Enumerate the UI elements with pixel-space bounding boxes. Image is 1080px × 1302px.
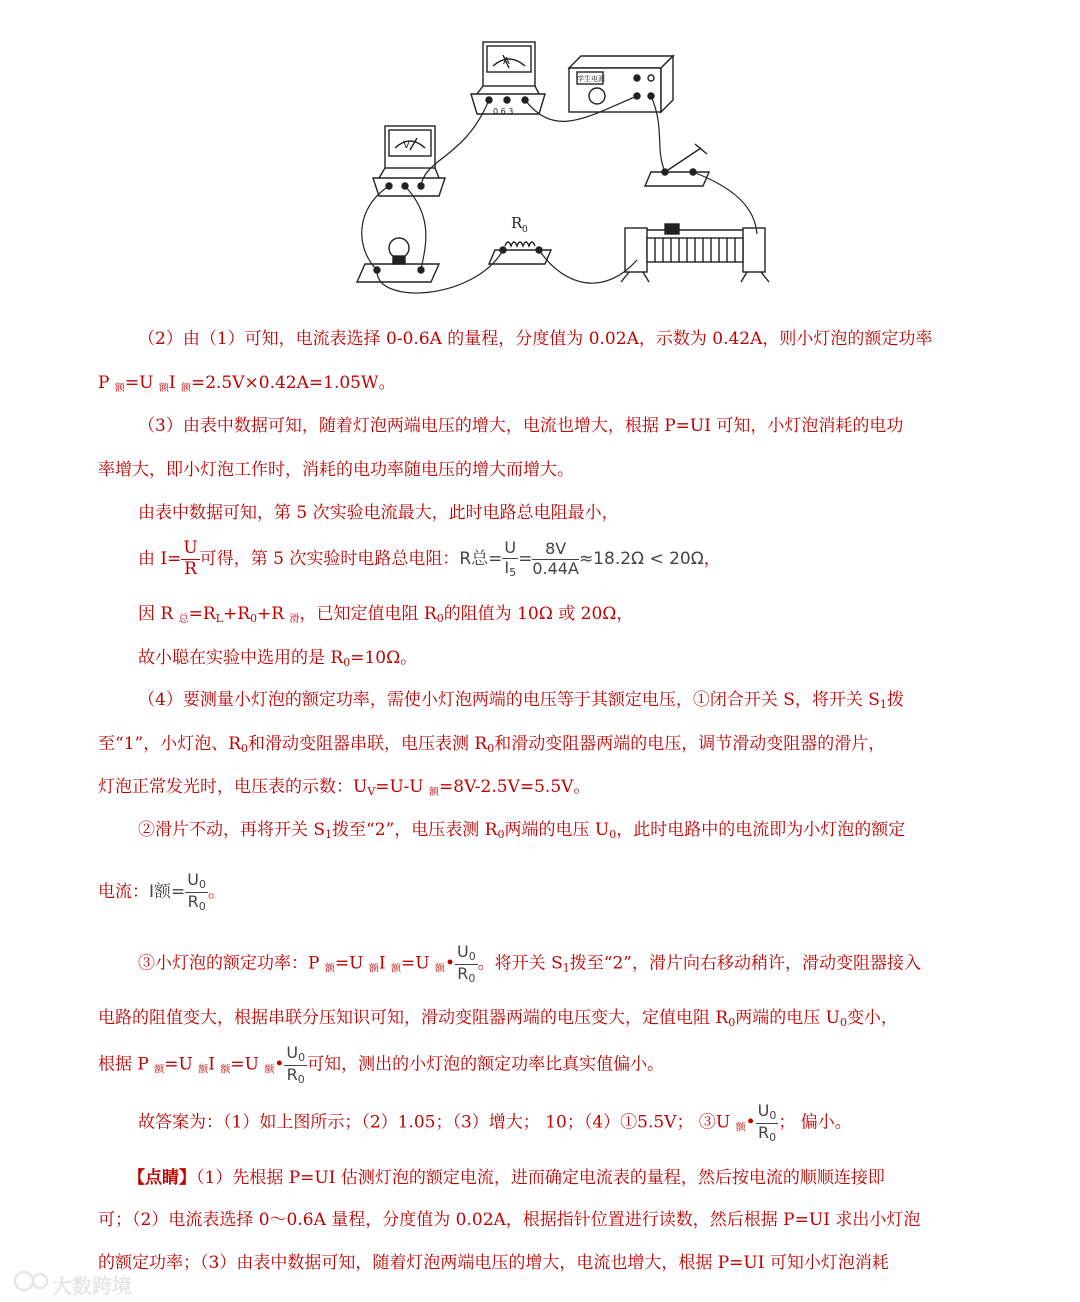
resistor-sub: 0 xyxy=(522,225,528,235)
text-fragment: 两端的电压 U xyxy=(735,1008,840,1028)
resistor-label: R xyxy=(511,214,523,232)
power-label: 学生电源 xyxy=(577,75,605,83)
fraction-u0-over-r0 xyxy=(185,872,208,912)
switch xyxy=(645,144,709,186)
text-fragment: +R xyxy=(222,604,251,624)
text-fragment: =U xyxy=(400,953,435,974)
subscript: 5 xyxy=(509,565,517,579)
text-fragment: =U xyxy=(164,1054,199,1075)
text-fragment: I xyxy=(504,557,510,577)
subscript: 0 xyxy=(343,656,351,669)
text-fragment: 因 R xyxy=(138,604,179,624)
subscript: 0 xyxy=(728,1016,736,1029)
line-12 xyxy=(138,822,905,840)
subscript: 0 xyxy=(241,742,248,755)
text-fragment: I xyxy=(378,953,391,974)
subscript: V xyxy=(367,785,376,798)
text-fragment: 可知，测出的小灯泡的额定功率比真实值偏小。 xyxy=(307,1054,665,1075)
subscript: 1 xyxy=(325,828,333,841)
fraction-u0-over-r0 xyxy=(756,1103,779,1143)
text-fragment: =R xyxy=(188,604,216,624)
text-fragment: R xyxy=(187,891,199,911)
text-fragment: P xyxy=(98,373,115,393)
text-fragment: 拨 xyxy=(886,690,904,710)
line-16 xyxy=(98,1045,664,1085)
line-5: 由表中数据可知，第 5 次实验电流最大，此时电路总电阻最小， xyxy=(138,503,619,523)
watermark-text: 大数跨境 xyxy=(52,1274,132,1298)
text-fragment: 故答案为：（1）如上图所示；（2）1.05；（3）增大； 10；（4）①5.5V； ③U xyxy=(138,1112,736,1133)
text-fragment: ②滑片不动，再将开关 S xyxy=(138,820,326,840)
numerator: U xyxy=(504,538,517,557)
subscript: 0 xyxy=(298,1051,306,1064)
subscript: 额 xyxy=(429,787,440,798)
subscript: 额 xyxy=(154,1064,165,1076)
text-fragment: 可得，第 5 次实验时电路总电阻： xyxy=(199,549,460,570)
fraction-u0-over-r0 xyxy=(284,1045,307,1085)
denominator xyxy=(284,1066,307,1086)
line-6 xyxy=(138,540,721,579)
text-fragment: I xyxy=(168,373,181,393)
subscript: 0 xyxy=(839,1016,847,1029)
line-11 xyxy=(98,779,590,798)
text-fragment: 和滑动变阻器两端的电压，调节滑动变阻器的滑片， xyxy=(494,734,886,754)
subscript: 0 xyxy=(468,971,476,985)
subscript: 额 xyxy=(158,383,169,394)
text-fragment: =8V-2.5V=5.5V。 xyxy=(439,777,591,797)
text-fragment: ，已知定值电阻 R xyxy=(299,604,437,624)
text-fragment: I额= xyxy=(149,882,186,903)
line-9 xyxy=(138,692,904,710)
fraction-8v-over-044a xyxy=(532,538,579,578)
subscript: 0 xyxy=(487,742,495,755)
text-fragment: 电路的阻值变大，根据串联分压知识可知，滑动变阻器两端的电压变大，定值电阻 R xyxy=(98,1008,729,1028)
fraction-u-over-i5 xyxy=(502,540,518,578)
line-14 xyxy=(138,944,921,984)
text-fragment: ， xyxy=(703,549,721,570)
total-resistance-formula xyxy=(459,538,704,579)
denominator xyxy=(455,965,478,985)
line-18 xyxy=(128,1170,885,1187)
text-fragment: ≈18.2Ω < 20Ω xyxy=(578,549,704,570)
line-3: （3）由表中数据可知，随着灯泡两端电压的增大，电流也增大，根据 P=UI 可知，小灯泡消耗的电功 xyxy=(138,416,904,436)
subscript: 额 xyxy=(735,1122,746,1134)
line-8 xyxy=(138,650,417,668)
subscript: 0 xyxy=(198,899,206,913)
text-fragment: 。将开关 S xyxy=(477,953,563,974)
numerator xyxy=(284,1045,307,1066)
text-fragment: U xyxy=(757,1101,770,1120)
ammeter xyxy=(471,42,545,116)
line-2 xyxy=(98,375,395,394)
text-fragment: 灯泡正常发光时，电压表的示数：U xyxy=(98,777,368,797)
text-fragment: ③小灯泡的额定功率：P xyxy=(138,953,325,974)
subscript: 0 xyxy=(250,612,258,625)
tip-heading: 【点睛】 xyxy=(128,1168,196,1188)
subscript: 额 xyxy=(264,1064,275,1076)
line-10 xyxy=(98,736,885,754)
text-fragment: （1）先根据 P=UI 估测灯泡的额定电流，进而确定电流表的量程，然后按电流的顺顺连接即 xyxy=(196,1168,885,1188)
subscript: 0 xyxy=(769,1109,777,1122)
text-fragment: R总= xyxy=(459,549,503,570)
text-fragment: • xyxy=(745,1112,756,1133)
subscript: 总 xyxy=(178,614,189,625)
numerator xyxy=(756,1103,779,1124)
rheostat xyxy=(621,224,769,282)
denominator xyxy=(185,893,208,913)
text-fragment: 和滑动变阻器串联，电压表测 R xyxy=(248,734,488,754)
text-fragment: 故小聪在实验中选用的是 R xyxy=(138,648,344,668)
text-fragment: =U xyxy=(230,1054,265,1075)
text-fragment: ； 偏小。 xyxy=(778,1112,852,1133)
fraction-u-over-r xyxy=(181,540,199,579)
voltmeter xyxy=(373,126,445,196)
subscript: 1 xyxy=(562,961,570,975)
text-fragment: R xyxy=(286,1064,298,1084)
denominator: R xyxy=(184,559,197,580)
line-7 xyxy=(138,606,633,625)
subscript: L xyxy=(215,612,223,625)
fraction-u0-over-r0 xyxy=(455,944,478,984)
text-fragment: R xyxy=(757,1122,770,1142)
text-fragment: U xyxy=(456,942,469,961)
text-fragment: U xyxy=(286,1043,299,1062)
rated-current-formula xyxy=(149,870,208,913)
subscript: 额 xyxy=(220,1064,231,1076)
numerator: U xyxy=(183,538,198,559)
subscript: 额 xyxy=(198,1064,209,1076)
text-fragment: 的阻值为 10Ω 或 20Ω， xyxy=(443,604,634,624)
text-fragment: 电流： xyxy=(98,882,149,903)
circuit-diagram xyxy=(355,38,775,310)
line-15 xyxy=(98,1010,898,1028)
text-fragment: =10Ω。 xyxy=(350,648,418,668)
ammeter-label: A xyxy=(503,56,510,67)
line-17 xyxy=(138,1103,852,1143)
text-fragment: 变小， xyxy=(846,1008,898,1028)
subscript: 0 xyxy=(497,828,505,841)
line-13 xyxy=(98,872,225,912)
text-fragment: +R xyxy=(257,604,290,624)
subscript: 0 xyxy=(468,950,476,963)
line-1: （2）由（1）可知，电流表选择 0-0.6A 的量程，分度值为 0.02A，示数为 0.42A，则小灯泡的额定功率 xyxy=(138,329,933,349)
subscript: 1 xyxy=(879,698,887,711)
subscript: 额 xyxy=(114,383,125,394)
text-fragment: 至“1”，小灯泡、R xyxy=(98,734,241,754)
numerator xyxy=(185,872,208,893)
subscript: 0 xyxy=(436,612,444,625)
subscript: 额 xyxy=(434,963,445,975)
line-19: 可；（2）电流表选择 0～0.6A 量程，分度值为 0.02A，根据指针位置进行读数，然后根据 P=UI 求出小灯泡 xyxy=(98,1210,921,1230)
text-fragment: ，此时电路中的电流即为小灯泡的额定 xyxy=(616,820,906,840)
ammeter-terminals: 0.6 3 xyxy=(493,107,514,116)
denominator xyxy=(502,559,518,579)
numerator: 8V xyxy=(532,541,579,560)
subscript: 额 xyxy=(368,963,379,975)
text-fragment: =U-U xyxy=(375,777,430,797)
text-fragment: 由 I= xyxy=(138,549,182,570)
subscript: 0 xyxy=(198,878,206,891)
text-fragment: 拨至“2”，电压表测 R xyxy=(332,820,498,840)
subscript: 0 xyxy=(297,1072,305,1086)
text-fragment: = xyxy=(518,549,533,570)
text-fragment: 两端的电压 U xyxy=(504,820,610,840)
subscript: 0 xyxy=(769,1130,777,1144)
text-fragment: • xyxy=(274,1054,285,1075)
voltmeter-label: V xyxy=(403,140,410,151)
text-fragment: U xyxy=(187,870,199,889)
subscript: 额 xyxy=(324,963,335,975)
text-fragment: =2.5V×0.42A=1.05W。 xyxy=(190,373,396,393)
text-fragment: R xyxy=(457,963,469,983)
text-fragment: 拨至“2”，滑片向右移动稍许，滑动变阻器接入 xyxy=(569,953,921,974)
subscript: 额 xyxy=(180,383,191,394)
text-fragment: =U xyxy=(334,953,369,974)
line-20: 的额定功率；（3）由表中数据可知，随着灯泡两端电压的增大，电流也增大，根据 P=UI 可知小灯泡消耗 xyxy=(98,1253,889,1273)
numerator xyxy=(455,944,478,965)
text-fragment: =U xyxy=(124,373,159,393)
text-fragment: • xyxy=(444,953,455,974)
line-4: 率增大，即小灯泡工作时，消耗的电功率随电压的增大而增大。 xyxy=(98,460,574,480)
subscript: 滑 xyxy=(289,614,300,625)
denominator: 0.44A xyxy=(532,558,579,578)
text-fragment: （4）要测量小灯泡的额定功率，需使小灯泡两端的电压等于其额定电压，①闭合开关 S，将开关 S xyxy=(138,690,880,710)
power-supply xyxy=(569,56,673,112)
text-fragment: 根据 P xyxy=(98,1054,155,1075)
subscript: 额 xyxy=(390,963,401,975)
text-fragment: I xyxy=(208,1054,221,1075)
subscript: 0 xyxy=(609,828,617,841)
text-fragment: 。 xyxy=(207,882,225,903)
denominator xyxy=(756,1124,779,1144)
